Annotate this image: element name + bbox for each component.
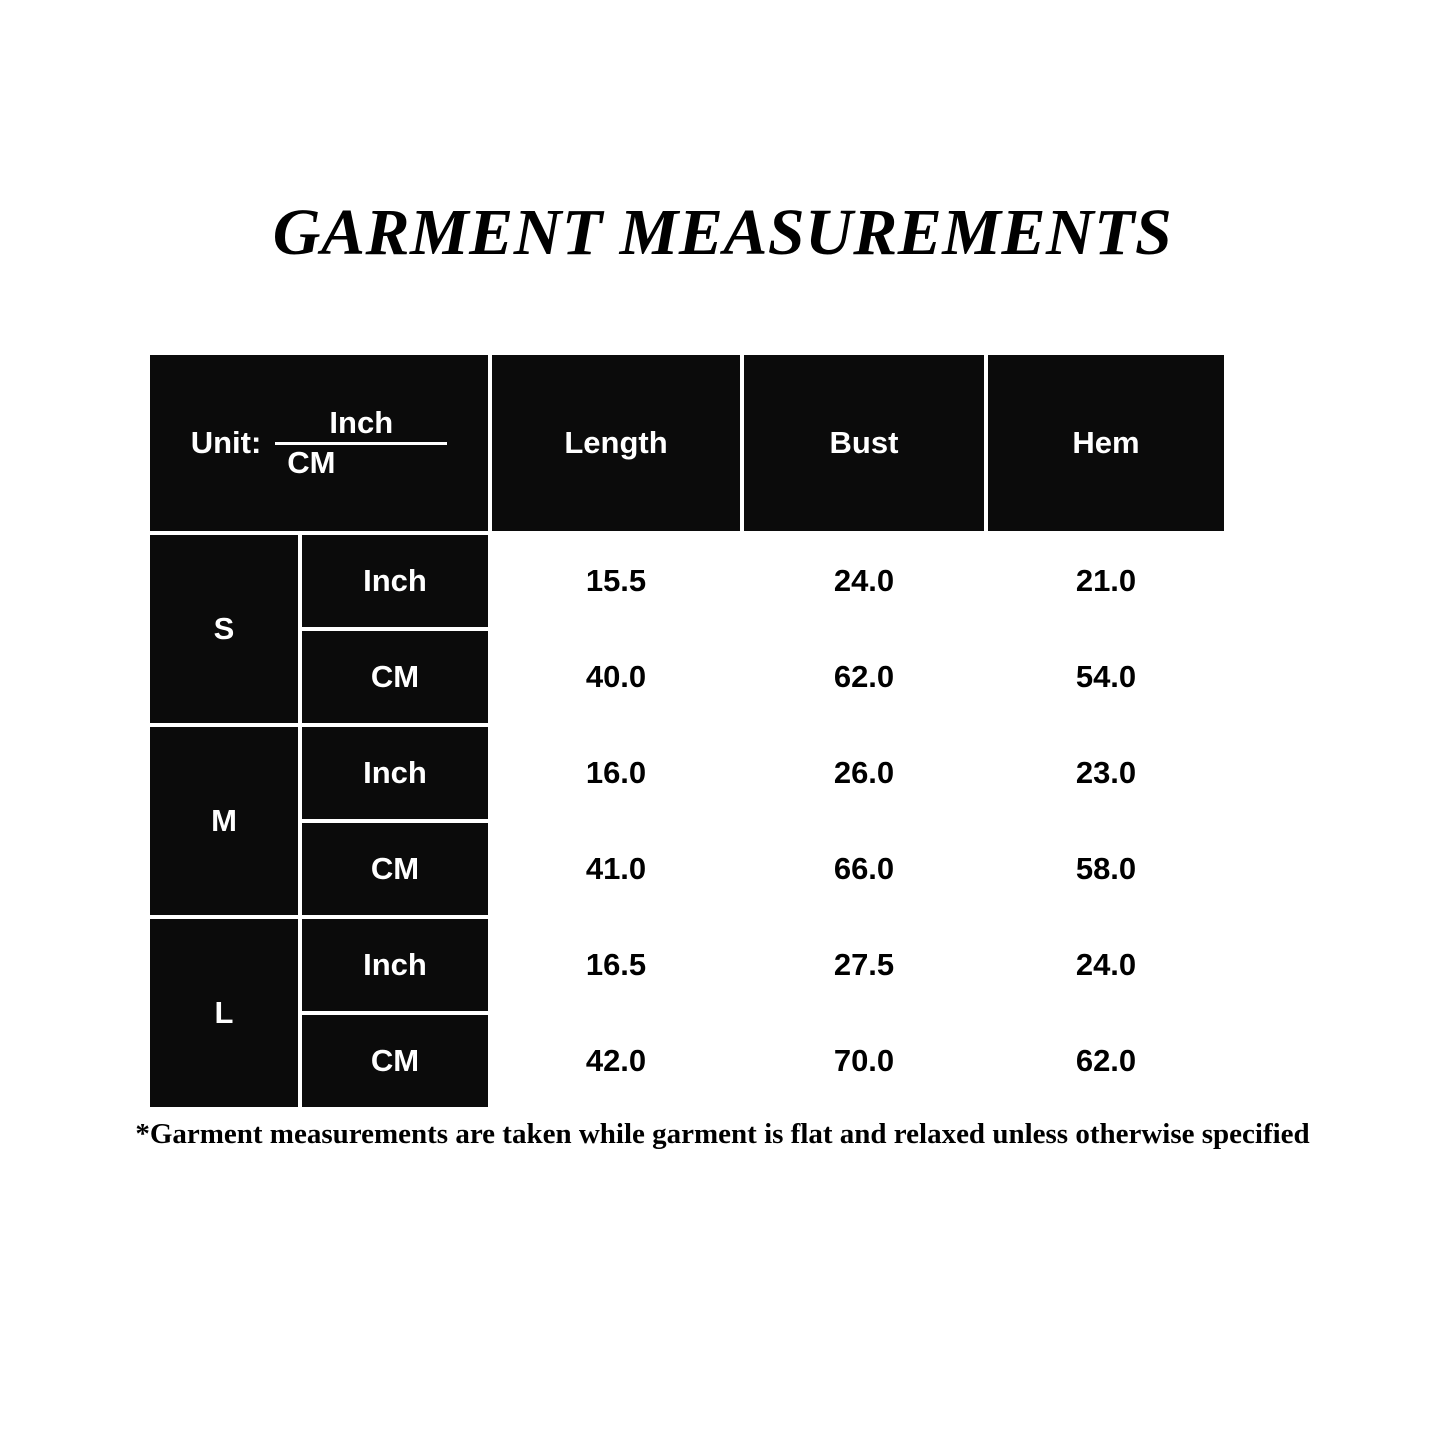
value-l-cm-hem: 62.0 — [988, 1015, 1224, 1107]
table-row — [150, 823, 1224, 915]
size-label-m: M — [150, 727, 298, 915]
table-row — [150, 919, 1224, 1011]
unit-row-label-m-cm: CM — [302, 823, 488, 915]
unit-row-label-s-cm: CM — [302, 631, 488, 723]
value-m-inch-hem: 23.0 — [988, 727, 1224, 819]
unit-row-label-l-cm: CM — [302, 1015, 488, 1107]
unit-row-label-s-inch: Inch — [302, 535, 488, 627]
unit-fraction — [275, 404, 447, 480]
value-l-inch-length: 16.5 — [492, 919, 740, 1011]
value-s-inch-length: 15.5 — [492, 535, 740, 627]
unit-denominator: CM — [287, 444, 336, 480]
value-m-cm-length: 41.0 — [492, 823, 740, 915]
size-label-s: S — [150, 535, 298, 723]
size-label-l: L — [150, 919, 298, 1107]
page-title: GARMENT MEASUREMENTS — [272, 196, 1173, 269]
value-m-cm-bust: 66.0 — [744, 823, 984, 915]
value-s-cm-bust: 62.0 — [744, 631, 984, 723]
measurements-table — [146, 351, 1228, 1111]
unit-numerator: Inch — [329, 404, 394, 440]
unit-header-cell — [150, 355, 488, 531]
unit-row-label-l-inch: Inch — [302, 919, 488, 1011]
column-header-length: Length — [492, 355, 740, 531]
value-s-cm-hem: 54.0 — [988, 631, 1224, 723]
table-row — [150, 1015, 1224, 1107]
value-m-inch-length: 16.0 — [492, 727, 740, 819]
table-row — [150, 535, 1224, 627]
value-l-cm-length: 42.0 — [492, 1015, 740, 1107]
footnote-text: *Garment measurements are taken while garment is flat and relaxed unless otherwise specified — [135, 1118, 1310, 1150]
value-s-inch-hem: 21.0 — [988, 535, 1224, 627]
table-row — [150, 727, 1224, 819]
value-m-cm-hem: 58.0 — [988, 823, 1224, 915]
value-s-inch-bust: 24.0 — [744, 535, 984, 627]
value-s-cm-length: 40.0 — [492, 631, 740, 723]
value-l-cm-bust: 70.0 — [744, 1015, 984, 1107]
table-row — [150, 631, 1224, 723]
value-m-inch-bust: 26.0 — [744, 727, 984, 819]
column-header-hem: Hem — [988, 355, 1224, 531]
unit-row-label-m-inch: Inch — [302, 727, 488, 819]
column-header-bust: Bust — [744, 355, 984, 531]
unit-label: Unit: — [190, 424, 262, 460]
table-header-row — [150, 355, 1224, 531]
value-l-inch-hem: 24.0 — [988, 919, 1224, 1011]
value-l-inch-bust: 27.5 — [744, 919, 984, 1011]
measurements-table-container — [146, 351, 1218, 1111]
